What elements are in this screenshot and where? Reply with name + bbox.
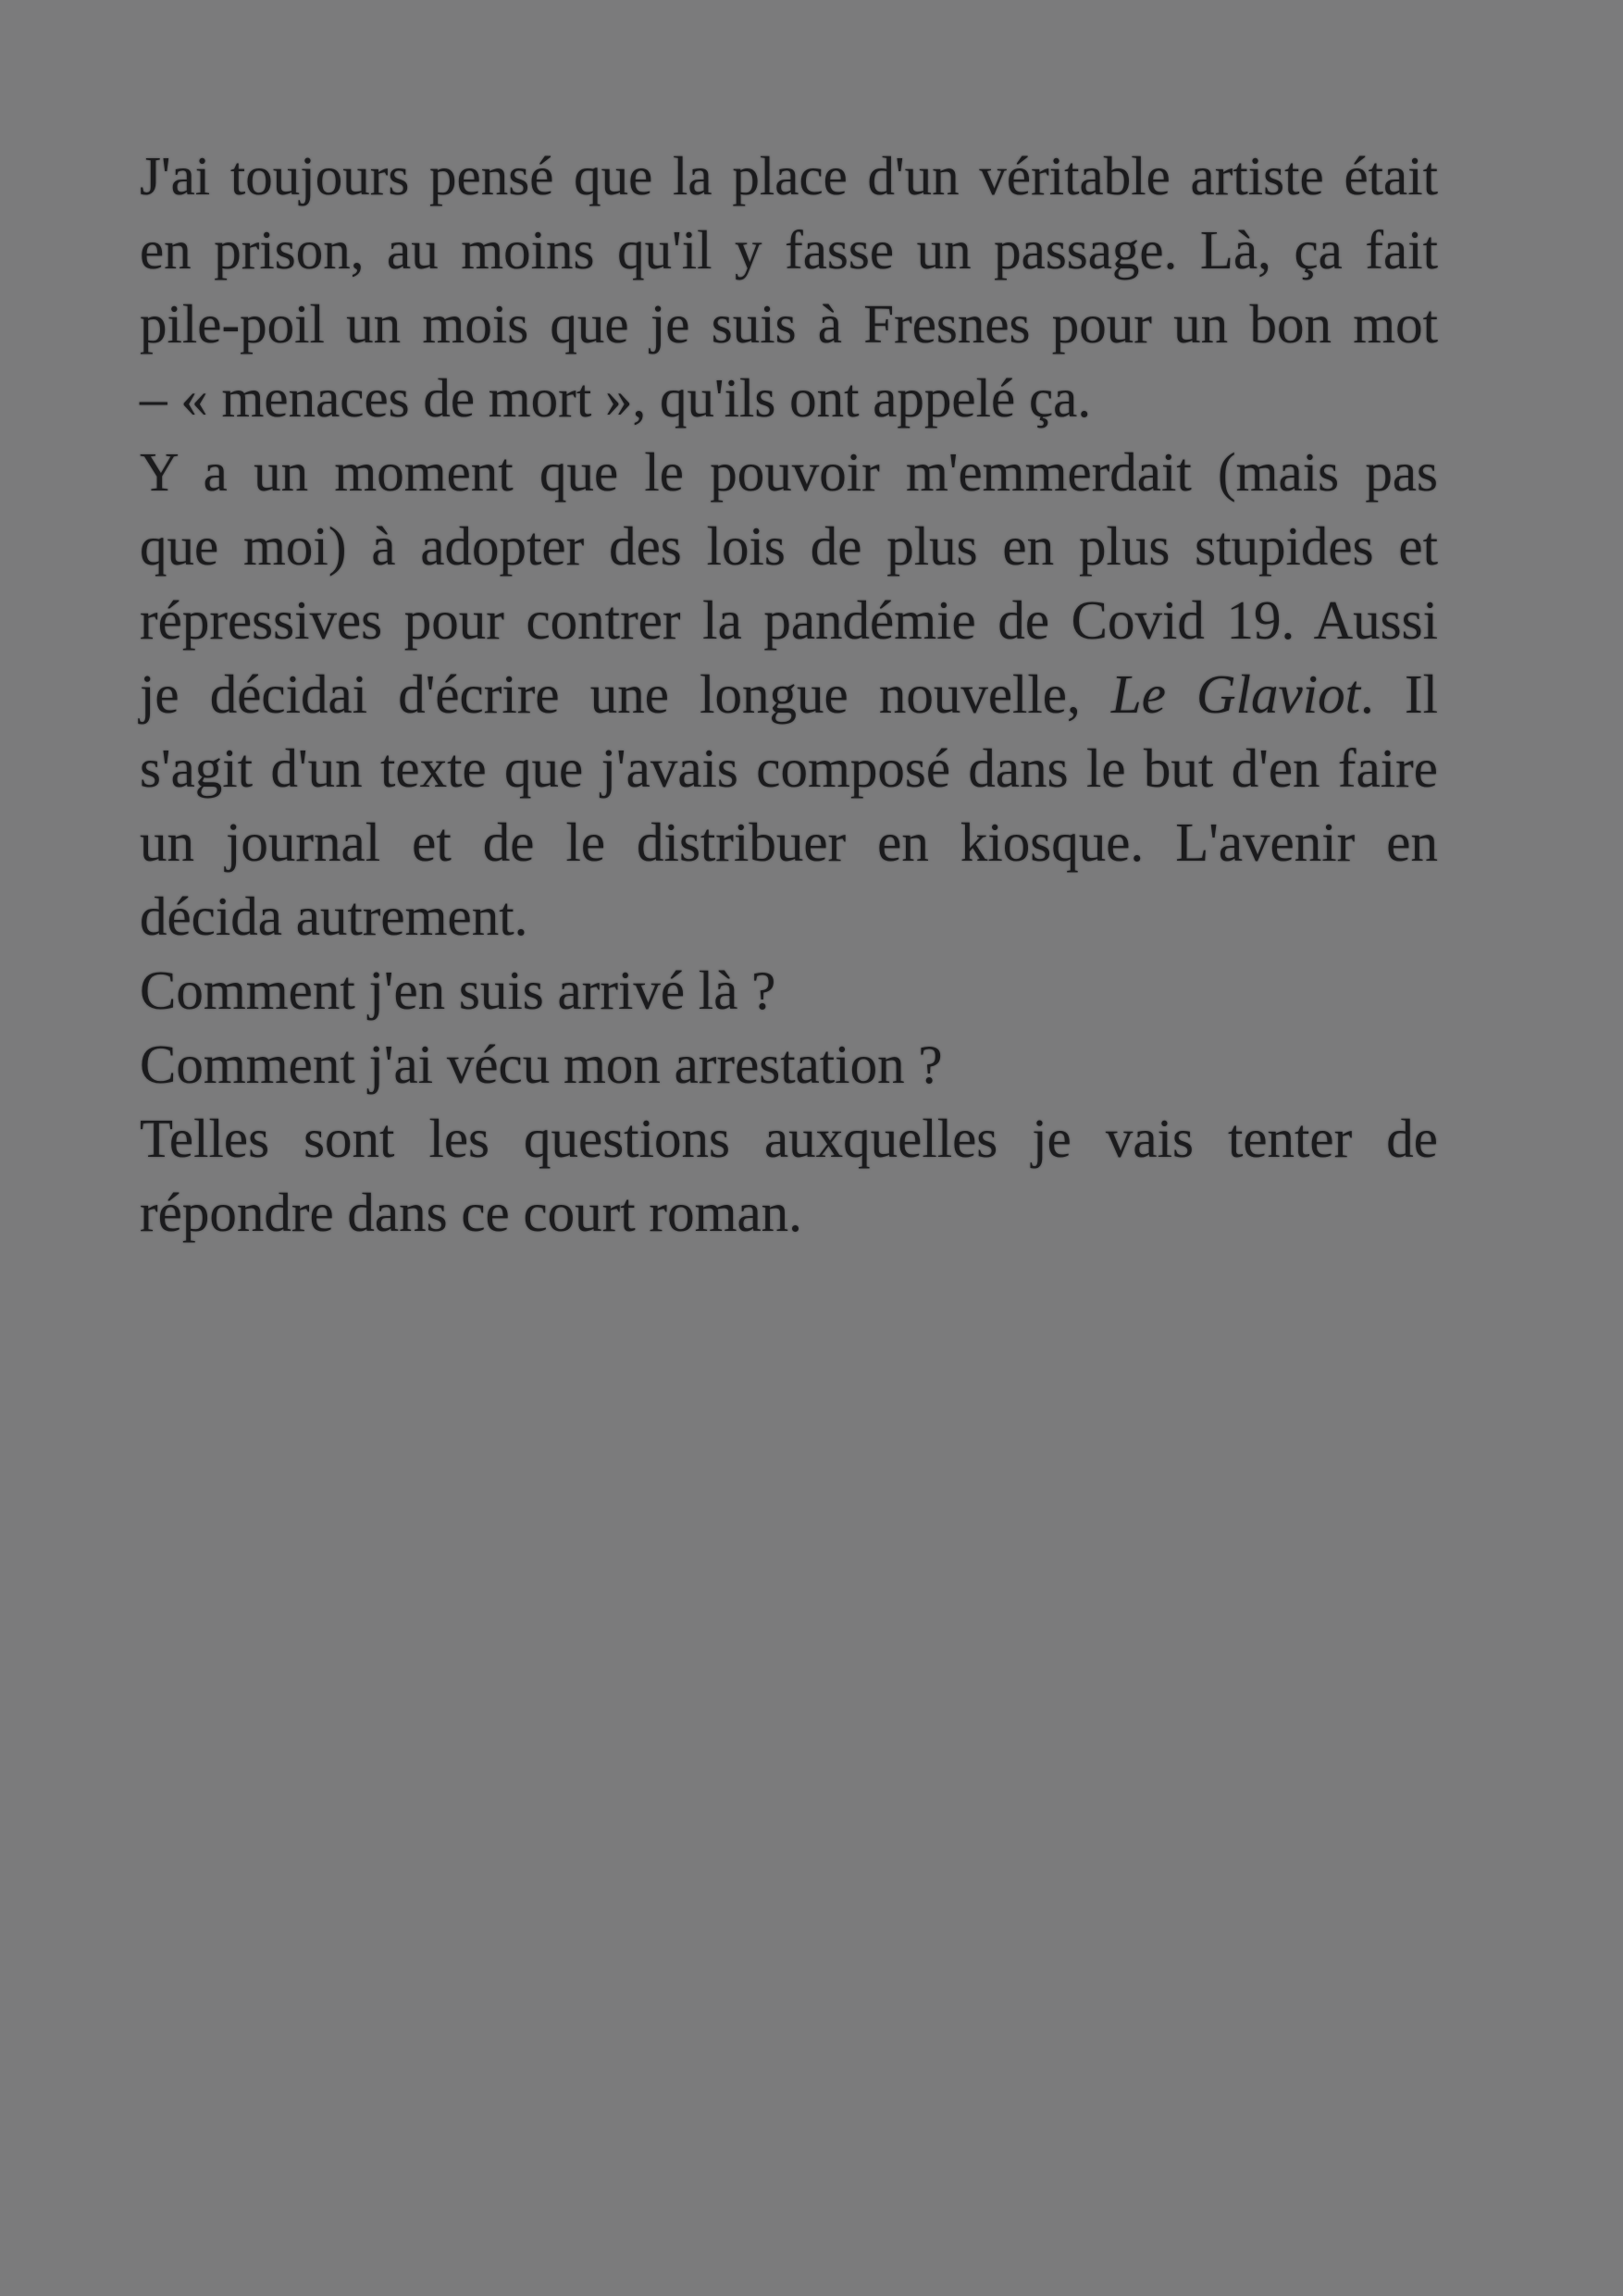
page-text — [140, 139, 1438, 1249]
text-line — [140, 1175, 1438, 1249]
text-segment: décida autrement. — [140, 886, 528, 947]
text-line — [140, 1027, 1438, 1101]
text-segment: que moi) à adopter des lois de plus en plus stupides et — [140, 515, 1438, 577]
text-line — [140, 139, 1438, 213]
text-segment: Comment j'en suis arrivé là ? — [140, 960, 776, 1021]
paragraph — [140, 953, 1438, 1027]
text-line — [140, 583, 1438, 657]
text-line — [140, 731, 1438, 805]
text-segment: Y a un moment que le pouvoir m'emmerdait (mais pas — [140, 441, 1438, 503]
text-segment: un journal et de le distribuer en kiosque. L'avenir en — [140, 812, 1438, 873]
text-line — [140, 361, 1438, 435]
text-line — [140, 657, 1438, 731]
text-segment: je décidai d'écrire une longue nouvelle, — [140, 664, 1111, 725]
paragraph — [140, 139, 1438, 435]
text-segment: pile-poil un mois que je suis à Fresnes pour un bon mot — [140, 293, 1438, 354]
text-segment: . Il — [1360, 664, 1438, 725]
text-segment: Comment j'ai vécu mon arrestation ? — [140, 1034, 943, 1095]
text-line — [140, 509, 1438, 583]
text-segment: – « menaces de mort », qu'ils ont appelé ça. — [140, 367, 1092, 428]
text-line — [140, 805, 1438, 879]
text-segment: J'ai toujours pensé que la place d'un véritable artiste était — [140, 145, 1438, 206]
novella-title-italic: Le Glaviot — [1110, 664, 1361, 725]
text-segment: s'agit d'un texte que j'avais composé dans le but d'en faire — [140, 738, 1438, 799]
text-segment: en prison, au moins qu'il y fasse un passage. Là, ça fait — [140, 219, 1438, 280]
paragraph — [140, 435, 1438, 953]
text-segment: répressives pour contrer la pandémie de Covid 19. Aussi — [140, 590, 1438, 651]
text-line — [140, 953, 1438, 1027]
text-line — [140, 435, 1438, 509]
text-line — [140, 213, 1438, 287]
text-line — [140, 1101, 1438, 1175]
text-segment: répondre dans ce court roman. — [140, 1182, 802, 1243]
text-line — [140, 879, 1438, 953]
text-line — [140, 287, 1438, 361]
paragraph — [140, 1027, 1438, 1101]
text-segment: Telles sont les questions auxquelles je vais tenter de — [140, 1108, 1438, 1169]
paragraph — [140, 1101, 1438, 1249]
